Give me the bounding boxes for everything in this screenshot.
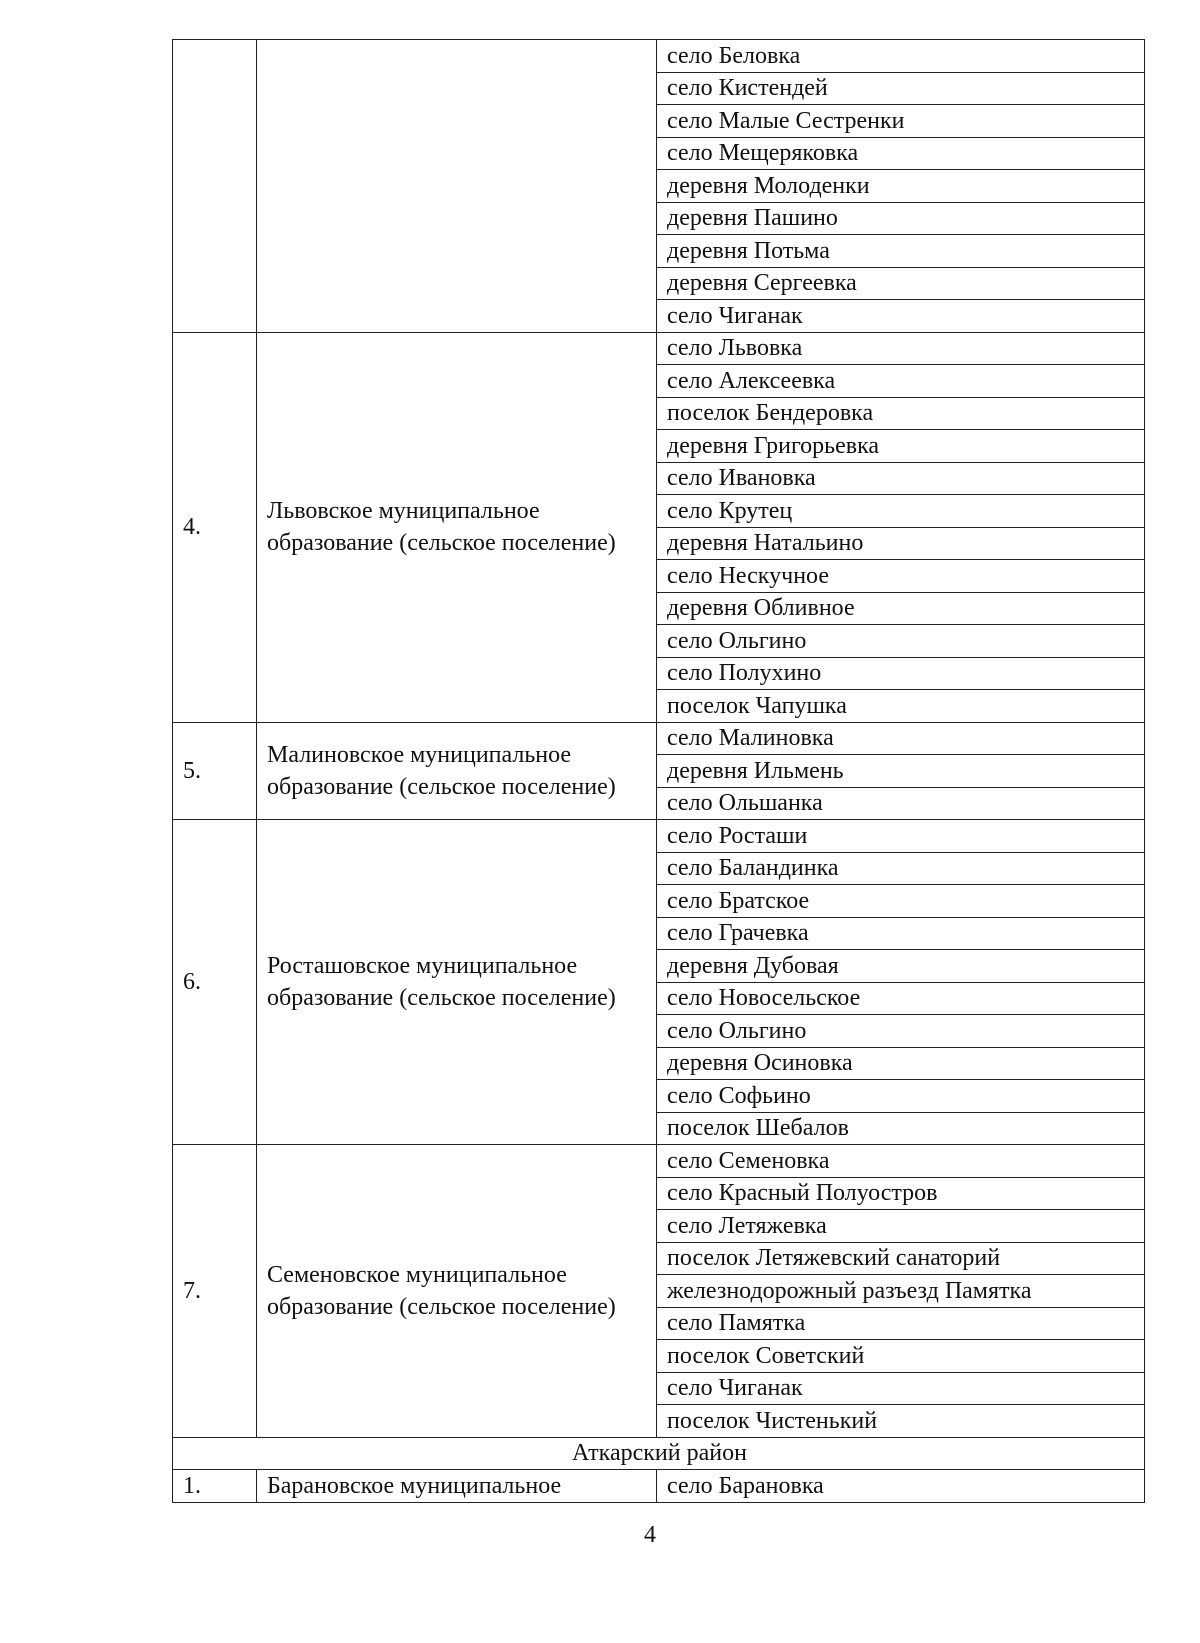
table-row xyxy=(173,40,1145,73)
settlement-name: село Памятка xyxy=(657,1307,1145,1340)
municipality-name xyxy=(257,40,657,333)
settlement-name: село Братское xyxy=(657,885,1145,918)
settlement-name: село Малые Сестренки xyxy=(657,105,1145,138)
municipality-name: Росташовское муниципальное образование (сельское поселение) xyxy=(257,820,657,1145)
municipality-number xyxy=(173,40,257,333)
settlement-name: село Новосельское xyxy=(657,982,1145,1015)
settlement-name: село Ольшанка xyxy=(657,787,1145,820)
settlement-name: село Чиганак xyxy=(657,300,1145,333)
settlement-name: деревня Молоденки xyxy=(657,170,1145,203)
municipality-name: Семеновское муниципальное образование (сельское поселение) xyxy=(257,1145,657,1438)
settlement-name: железнодорожный разъезд Памятка xyxy=(657,1275,1145,1308)
settlement-name: поселок Чапушка xyxy=(657,690,1145,723)
settlement-name: село Кистендей xyxy=(657,72,1145,105)
settlement-name: село Львовка xyxy=(657,332,1145,365)
table-row xyxy=(173,332,1145,365)
settlement-name: поселок Чистенький xyxy=(657,1405,1145,1438)
settlement-name: поселок Летяжевский санаторий xyxy=(657,1242,1145,1275)
table-row xyxy=(173,820,1145,853)
settlement-name: село Алексеевка xyxy=(657,365,1145,398)
municipality-name: Малиновское муниципальное образование (сельское поселение) xyxy=(257,722,657,820)
settlement-name: село Софьино xyxy=(657,1080,1145,1113)
settlements-table xyxy=(172,39,1145,1503)
settlement-name: село Летяжевка xyxy=(657,1210,1145,1243)
settlement-name: деревня Сергеевка xyxy=(657,267,1145,300)
settlement-name: поселок Шебалов xyxy=(657,1112,1145,1145)
settlement-name: деревня Осиновка xyxy=(657,1047,1145,1080)
page-number: 4 xyxy=(644,1522,656,1548)
settlement-name: село Росташи xyxy=(657,820,1145,853)
settlement-name: село Грачевка xyxy=(657,917,1145,950)
settlement-name: село Ивановка xyxy=(657,462,1145,495)
municipality-number: 6. xyxy=(173,820,257,1145)
settlement-name: село Мещеряковка xyxy=(657,137,1145,170)
settlement-name: деревня Дубовая xyxy=(657,950,1145,983)
settlement-name: поселок Советский xyxy=(657,1340,1145,1373)
settlement-name: деревня Потьма xyxy=(657,235,1145,268)
settlement-name: село Полухино xyxy=(657,657,1145,690)
table-body xyxy=(173,40,1145,1503)
settlement-name: село Красный Полуостров xyxy=(657,1177,1145,1210)
settlement-name: село Нескучное xyxy=(657,560,1145,593)
municipality-name: Львовское муниципальное образование (сельское поселение) xyxy=(257,332,657,722)
district-heading-row xyxy=(173,1437,1145,1470)
settlement-name: село Беловка xyxy=(657,40,1145,73)
table-row xyxy=(173,1470,1145,1503)
settlement-name: село Малиновка xyxy=(657,722,1145,755)
settlement-name: деревня Григорьевка xyxy=(657,430,1145,463)
settlement-name: село Ольгино xyxy=(657,1015,1145,1048)
settlement-name: деревня Обливное xyxy=(657,592,1145,625)
settlement-name: село Семеновка xyxy=(657,1145,1145,1178)
settlement-name: село Ольгино xyxy=(657,625,1145,658)
settlement-name: деревня Ильмень xyxy=(657,755,1145,788)
municipality-number: 5. xyxy=(173,722,257,820)
table-row xyxy=(173,1145,1145,1178)
district-heading: Аткарский район xyxy=(173,1437,1145,1470)
municipality-number: 4. xyxy=(173,332,257,722)
municipality-number: 7. xyxy=(173,1145,257,1438)
municipality-name: Барановское муниципальное xyxy=(257,1470,657,1503)
settlement-name: деревня Натальино xyxy=(657,527,1145,560)
settlement-name: поселок Бендеровка xyxy=(657,397,1145,430)
settlement-name: деревня Пашино xyxy=(657,202,1145,235)
settlement-name: село Баландинка xyxy=(657,852,1145,885)
table-row xyxy=(173,722,1145,755)
settlement-name: село Чиганак xyxy=(657,1372,1145,1405)
settlement-name: село Крутец xyxy=(657,495,1145,528)
settlement-name: село Барановка xyxy=(657,1470,1145,1503)
municipality-number: 1. xyxy=(173,1470,257,1503)
